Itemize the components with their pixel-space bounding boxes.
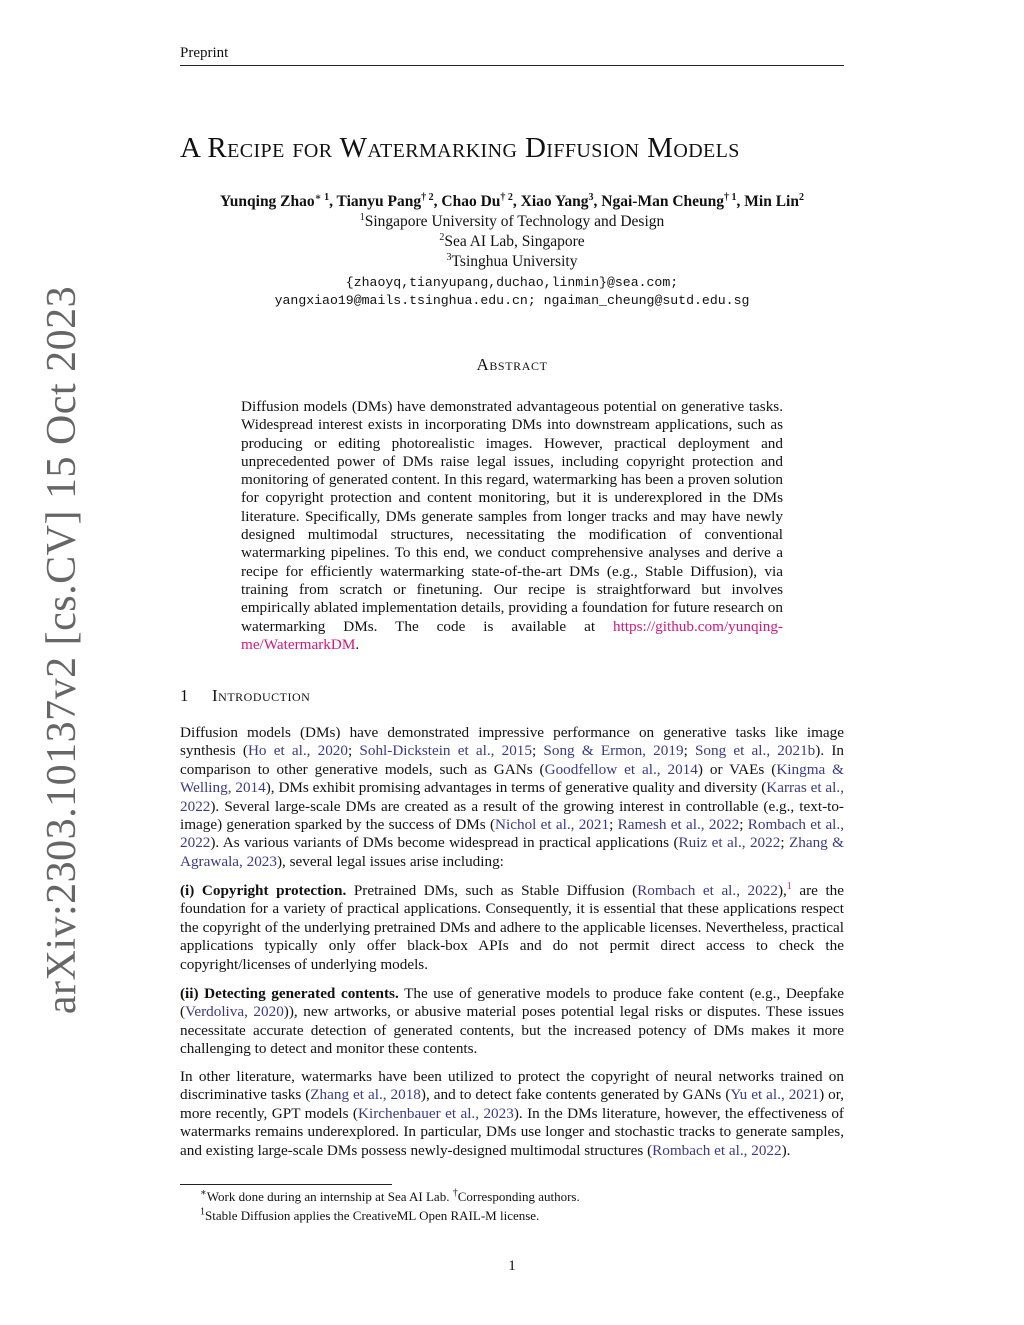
citation-link[interactable]: Nichol et al., 2021 — [495, 816, 610, 834]
intro-paragraph-2 — [180, 882, 844, 974]
author-affil-mark: 2 — [798, 191, 804, 203]
text: The use of generative models to produce fake content (e.g., Deepfake ( — [180, 985, 845, 1021]
paper-title: A Recipe for Watermarking Diffusion Models — [180, 132, 740, 164]
citation-link[interactable]: Rombach et al., 2022 — [180, 816, 844, 852]
section-heading — [180, 686, 844, 706]
citation-link[interactable]: Song et al., 2021b — [694, 742, 816, 760]
text: ), and to detect fake contents generated by GANs ( — [420, 1086, 731, 1104]
text: ). — [781, 1141, 791, 1159]
citation-link[interactable]: Ruiz et al., 2022 — [678, 834, 781, 852]
affil-mark: 1 — [359, 211, 365, 223]
author-affil-mark: † 2 — [421, 191, 434, 203]
citation-link[interactable]: Sohl-Dickstein et al., 2015 — [359, 742, 532, 760]
author-affil-mark: ∗ 1 — [314, 191, 330, 203]
author-name: , Tianyu Pang — [329, 193, 422, 210]
arxiv-id-label[interactable]: arXiv:2303.10137v2 [cs.CV] 15 Oct 2023 — [39, 285, 85, 1015]
author-name: , Xiao Yang — [512, 193, 589, 210]
section-title: Introduction — [212, 686, 311, 705]
text: ; — [609, 816, 618, 834]
author-name: , Chao Du — [433, 193, 501, 210]
text: ; — [739, 816, 748, 834]
text: ). In comparison to other generative models, such as GANs ( — [180, 742, 844, 778]
text: ). Several large-scale DMs are created as a result of the growing interest in controllable (e.g., text-to-image) generation sparked by the success of DMs ( — [180, 797, 844, 834]
text: Pretrained DMs, such as Stable Diffusion ( — [346, 882, 638, 899]
affil-text: Tsinghua University — [451, 253, 578, 270]
footnote-divider — [180, 1184, 392, 1185]
author-name: Yunqing Zhao — [220, 193, 315, 210]
email-line-1: {zhaoyq,tianyupang,duchao,linmin}@sea.com; — [345, 275, 679, 290]
text: ; — [347, 742, 360, 760]
citation-link[interactable]: Karras et al., 2022 — [180, 779, 844, 815]
footnote-mark: 1 — [200, 1206, 205, 1218]
author-list — [170, 192, 854, 212]
email-line-2: yangxiao19@mails.tsinghua.edu.cn; ngaiman_cheung@sutd.edu.sg — [274, 293, 750, 308]
author-name: , Min Lin — [736, 193, 799, 210]
abstract-text: Diffusion models (DMs) have demonstrated advantageous potential on generative tasks. Widespread interest exists in incorporating DMs into downstream applications, such as producing or editing photorealistic images. However, practical deployment and unprecedented power of DMs raise legal issues, including copyright protection and monitoring of generated content. In this regard, watermarking has been a proven solution for copyright protection and content monitoring, but it is underexplored in the DMs literature. Specifically, DMs generate samples from longer tracks and may have newly designed multimodal structures, necessitating the modification of conventional watermarking pipelines. To this end, we conduct comprehensive analyses and derive a recipe for efficiently watermarking state-of-the-art DMs (e.g., Stable Diffusion), via training from scratch or finetuning. Our recipe is straightforward but involves empirically ablated implementation details, providing a foundation for future research on watermarking DMs. The code is available at — [241, 398, 783, 635]
affil-mark: 3 — [446, 251, 452, 263]
text: In other literature, watermarks have been utilized to protect the copyright of neural networks trained on discriminative tasks ( — [180, 1068, 844, 1104]
abstract-body — [241, 398, 783, 654]
text: ). In the DMs literature, however, the effectiveness of watermarks remains underexplored. In particular, DMs use longer and stochastic tracks to generate samples, and existing large-scale DMs possess newly-designed multimodal structures ( — [180, 1104, 844, 1159]
running-header — [180, 44, 844, 66]
text: ) or VAEs ( — [697, 760, 777, 778]
citation-link[interactable]: Kirchenbauer et al., 2023 — [358, 1104, 514, 1122]
author-affil-mark: † 1 — [724, 191, 737, 203]
affil-text: Singapore University of Technology and Design — [364, 213, 665, 230]
footnote-text: Work done during an internship at Sea AI Lab. — [206, 1189, 453, 1204]
text: are the foundation for a variety of practical applications. Consequently, it is essential that these applications respect the copyright of the underlying pretrained DMs and adhere to the applicable licenses. Nevertheless, practical applications typically only offer black-box APIs and do not permit direct access to check the copyright/licenses of underlying models. — [180, 882, 844, 973]
affiliation-3 — [170, 252, 854, 272]
abstract-end: . — [355, 635, 360, 653]
author-affil-mark: 3 — [588, 191, 594, 203]
text: ; — [532, 742, 544, 760]
code-link[interactable]: https://github.com/yunqing-me/WatermarkDM — [241, 617, 783, 653]
footnote-text: Stable Diffusion applies the CreativeML Open RAIL-M license. — [205, 1208, 540, 1223]
footnote-mark: ∗ — [200, 1187, 207, 1199]
citation-link[interactable]: Song & Ermon, 2019 — [543, 742, 684, 760]
text: ; — [683, 742, 695, 760]
text: Diffusion models (DMs) have demonstrated impressive performance on generative tasks like image synthesis ( — [180, 724, 844, 760]
footnote-2 — [200, 1208, 864, 1224]
text: )), new artworks, or abusive material poses potential legal risks or disputes. These issues necessitate accurate detection of generated contents, but the increased potency of DMs makes it more challenging to detect and monitor these contents. — [180, 1003, 844, 1058]
citation-link[interactable]: Zhang et al., 2018 — [310, 1086, 421, 1104]
page-number: 1 — [508, 1258, 516, 1274]
section-number: 1 — [180, 686, 189, 705]
citation-link[interactable]: Zhang & Agrawala, 2023 — [180, 834, 844, 870]
affil-text: Sea AI Lab, Singapore — [444, 233, 585, 250]
paragraph-lead: (i) Copyright protection. — [180, 882, 347, 899]
citation-link[interactable]: Ramesh et al., 2022 — [617, 816, 740, 834]
affiliation-2 — [170, 232, 854, 252]
citation-link[interactable]: Verdoliva, 2020 — [185, 1003, 284, 1021]
text: ), DMs exhibit promising advantages in terms of generative quality and diversity ( — [265, 779, 767, 797]
affil-mark: 2 — [439, 231, 445, 243]
header-label: Preprint — [180, 45, 229, 61]
text: ; — [780, 834, 789, 852]
citation-link[interactable]: Rombach et al., 2022 — [637, 882, 778, 899]
citation-link[interactable]: Kingma & Welling, 2014 — [180, 760, 844, 797]
intro-paragraph-1 — [180, 724, 844, 871]
paragraph-lead: (ii) Detecting generated contents. — [180, 985, 399, 1002]
footnote-1 — [200, 1189, 864, 1205]
footnote-link[interactable]: 1 — [786, 880, 792, 892]
text: ). As various variants of DMs become widespread in practical applications ( — [210, 834, 679, 852]
footnote-text: Corresponding authors. — [457, 1189, 580, 1204]
citation-link[interactable]: Yu et al., 2021 — [730, 1086, 820, 1104]
text: ) or, more recently, GPT models ( — [180, 1086, 844, 1122]
footnote-mark: † — [452, 1187, 458, 1199]
text: ), — [777, 882, 787, 899]
intro-paragraph-4 — [180, 1068, 844, 1160]
affiliation-1 — [170, 212, 854, 232]
citation-link[interactable]: Ho et al., 2020 — [247, 742, 348, 760]
citation-link[interactable]: Rombach et al., 2022 — [652, 1141, 782, 1159]
author-affil-mark: † 2 — [500, 191, 513, 203]
abstract-heading: Abstract — [476, 355, 548, 374]
intro-paragraph-3 — [180, 985, 844, 1059]
author-name: , Ngai-Man Cheung — [593, 193, 725, 210]
citation-link[interactable]: Goodfellow et al., 2014 — [544, 760, 698, 778]
text: ), several legal issues arise including: — [277, 852, 504, 870]
